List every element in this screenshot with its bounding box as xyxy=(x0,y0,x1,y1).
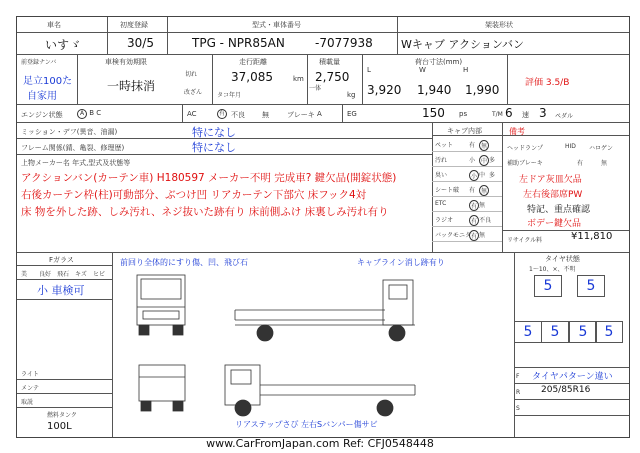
tacho-label: タコ年月 xyxy=(217,92,242,99)
glass-option: キズ xyxy=(75,271,87,278)
length-letter: L xyxy=(367,66,371,74)
tire-rear-left-outer: 5 xyxy=(514,321,542,343)
ps-label: ps xyxy=(459,110,468,118)
cab-row-option: 小 xyxy=(469,157,476,164)
body-type-value: Wキャブ アクションバン xyxy=(401,38,525,51)
engine-grade-b: B xyxy=(89,109,95,117)
tire-scale: 1〜10、×、不明 xyxy=(529,266,576,273)
eg-value: 150 xyxy=(422,106,445,120)
cab-row-option: 不良 xyxy=(479,217,492,224)
recycle-label: リサイクル料 xyxy=(507,237,543,244)
maintenance-label: メンテ xyxy=(21,385,40,392)
first-reg-value: 30/5 xyxy=(127,36,154,50)
plate-label: 前登録ナンバ xyxy=(21,59,57,66)
mileage-label: 走行距離 xyxy=(239,58,267,66)
glass-label: Fガラス xyxy=(49,256,74,264)
inspection-value: 一時抹消 xyxy=(107,79,156,93)
cab-row-label: シート破 xyxy=(435,187,460,194)
inspection-label: 車検有効期限 xyxy=(105,58,147,66)
cab-row-label: ラジオ xyxy=(435,217,454,224)
capacity-value: 2,750 xyxy=(315,70,350,84)
remark-4: ボデー鍵欠品 xyxy=(527,219,582,229)
truck-diagram xyxy=(115,265,515,420)
cab-row-option: 無 xyxy=(479,185,489,196)
cab-row-option: 有 xyxy=(469,187,476,194)
model-code: TPG - NPR85AN xyxy=(192,36,285,50)
brake-label: ブレーキ xyxy=(287,111,315,119)
fuel-value: 100L xyxy=(47,421,72,432)
plate-value: 足立100た xyxy=(23,76,73,87)
mileage-unit: km xyxy=(293,75,304,83)
manual-label: 取説 xyxy=(21,399,34,406)
bed-length: 3,920 xyxy=(367,83,402,97)
tire-rear-left-inner: 5 xyxy=(541,321,569,343)
width-letter: W xyxy=(419,66,426,74)
tire-rear-right-outer: 5 xyxy=(595,321,623,343)
cab-row-option: 多 xyxy=(489,172,496,179)
upper-body-label: 上物メーカー名 年式,型式及状態等 xyxy=(21,159,131,167)
cab-row-label: 汚れ xyxy=(435,157,448,164)
footer-ref: www.CarFromJapan.com Ref: CFJ0548448 xyxy=(206,437,434,450)
cab-row-option: 有 xyxy=(469,215,479,226)
cab-row-label: 臭い xyxy=(435,172,448,179)
tire-size: 205/85R16 xyxy=(541,385,591,395)
mileage-value: 37,085 xyxy=(231,70,273,84)
ac-yes: 有 xyxy=(218,110,225,117)
bed-height: 1,990 xyxy=(465,83,500,97)
speed-label: 速 xyxy=(522,111,529,119)
glass-option: 飛石 xyxy=(57,271,70,278)
headlight-label: ヘッドランプ xyxy=(507,145,544,152)
maker-label: 車名 xyxy=(47,21,61,29)
cab-row-option: 有 xyxy=(469,200,479,211)
remark-3: 特記、重点確認 xyxy=(527,205,591,215)
mission-value: 特になし xyxy=(192,126,236,139)
fuel-label: 燃料タンク xyxy=(47,412,77,419)
body-type-label: 架装形状 xyxy=(485,21,513,29)
first-reg-label: 初度登録 xyxy=(120,21,148,29)
mission-label: ミッション・デフ(異音、油漏) xyxy=(21,128,118,136)
engine-label: エンジン状態 xyxy=(21,111,63,119)
height-letter: H xyxy=(463,66,469,74)
cab-row-option: 無 xyxy=(479,232,486,239)
tire-pattern: タイヤパターン違い xyxy=(532,372,613,382)
cab-row-option: 小 xyxy=(469,170,479,181)
engine-grade-a: A xyxy=(77,109,87,119)
pw-label: 無 xyxy=(262,111,269,119)
cab-row-option: 中 xyxy=(479,155,489,166)
model-label: 型式・車体番号 xyxy=(252,21,301,29)
condition-line-1: アクションバン(カーテン車) H180597 メーカー不明 完成車? 鍵欠品(開錠状態) xyxy=(21,172,397,184)
bed-width: 1,940 xyxy=(417,83,452,97)
brake-assist-yes: 有 xyxy=(577,160,584,167)
tire-f-label: F xyxy=(516,373,520,380)
expire-label: 切れ xyxy=(185,71,198,78)
hid-label: HID xyxy=(565,143,576,150)
capacity-unit: kg xyxy=(347,91,356,99)
cab-row-option: 多 xyxy=(489,157,496,164)
brake-value: A xyxy=(317,110,322,118)
frame-value: 特になし xyxy=(192,141,236,154)
brake-assist-no: 無 xyxy=(601,160,608,167)
cab-row-option: 有 xyxy=(469,230,479,241)
chassis-no: -7077938 xyxy=(315,36,373,50)
speed-value: 3 xyxy=(539,106,547,120)
cab-row-option: 無 xyxy=(479,140,489,151)
tire-front-right: 5 xyxy=(577,275,605,297)
plate-type: 自家用 xyxy=(27,91,57,102)
tire-rear-right-inner: 5 xyxy=(569,321,597,343)
ac-label: AC xyxy=(187,110,197,118)
remark-1: 左ドア灰皿欠品 xyxy=(519,175,582,185)
integral-label: 一体 xyxy=(309,85,322,92)
cab-row-option: 有 xyxy=(469,142,476,149)
cab-title: キャブ内部 xyxy=(447,127,482,135)
cab-row-label: バックモニタ xyxy=(435,232,472,239)
frame-label: フレーム関係(錆、亀裂、修理歴) xyxy=(21,144,125,152)
cab-row-option: 無 xyxy=(479,202,486,209)
tm-label: T/M xyxy=(492,111,503,118)
halogen-label: ハロゲン xyxy=(589,145,613,152)
tm-value: 6 xyxy=(505,106,513,120)
capacity-label: 積載量 xyxy=(319,58,340,66)
remarks-title: 備考 xyxy=(509,127,525,136)
glass-option: 美 xyxy=(21,271,28,278)
tire-title: タイヤ状態 xyxy=(545,255,580,263)
engine-grades xyxy=(77,109,101,119)
tire-front-left: 5 xyxy=(534,275,562,297)
cab-row-label: ETC xyxy=(435,200,447,207)
ac-fault: 不良 xyxy=(231,111,245,119)
glass-option: ヒビ xyxy=(93,271,106,278)
maker-value: いすゞ xyxy=(45,38,82,52)
recycle-value: ¥11,810 xyxy=(571,231,613,242)
note-cab: キャブライン消し跡有り xyxy=(357,258,445,267)
brake-assist-label: 補助ブレーキ xyxy=(507,160,543,167)
tire-r-label: R xyxy=(516,389,521,396)
condition-line-2: 右後カーテン枠(柱)可動部分、ぶつけ凹 リアカーテン下部穴 床フック4対 xyxy=(21,189,367,201)
glass-option: 良好 xyxy=(39,271,52,278)
cab-row-option: 中 xyxy=(479,172,486,179)
cab-row-label: ペット xyxy=(435,142,454,149)
remark-2: 左右後部席PW xyxy=(523,190,583,200)
replaced-label: 改ざん xyxy=(184,89,203,96)
condition-line-3: 床 物を外した跡、しみ汚れ、ネジ抜いた跡有り 床前側ふけ 床裏しみ汚れ有り xyxy=(21,206,389,218)
eg-label: EG xyxy=(347,110,357,118)
light-label: ライト xyxy=(21,371,39,378)
inspection-ok: 小 車検可 xyxy=(37,284,85,297)
grade-score: 評価 3.5/B xyxy=(525,78,570,88)
note-rear: リアステップさび 左右Sバンパー傷サビ xyxy=(235,420,378,429)
tire-s-label: S xyxy=(516,405,520,412)
engine-grade-c: C xyxy=(96,109,102,117)
bed-dimension-label: 荷台寸法(mm) xyxy=(415,58,463,66)
auction-sheet xyxy=(16,16,630,438)
note-front: 前回り全体的にすり傷、凹、飛び石 xyxy=(120,258,248,267)
pedal-label: ペダル xyxy=(555,113,574,120)
